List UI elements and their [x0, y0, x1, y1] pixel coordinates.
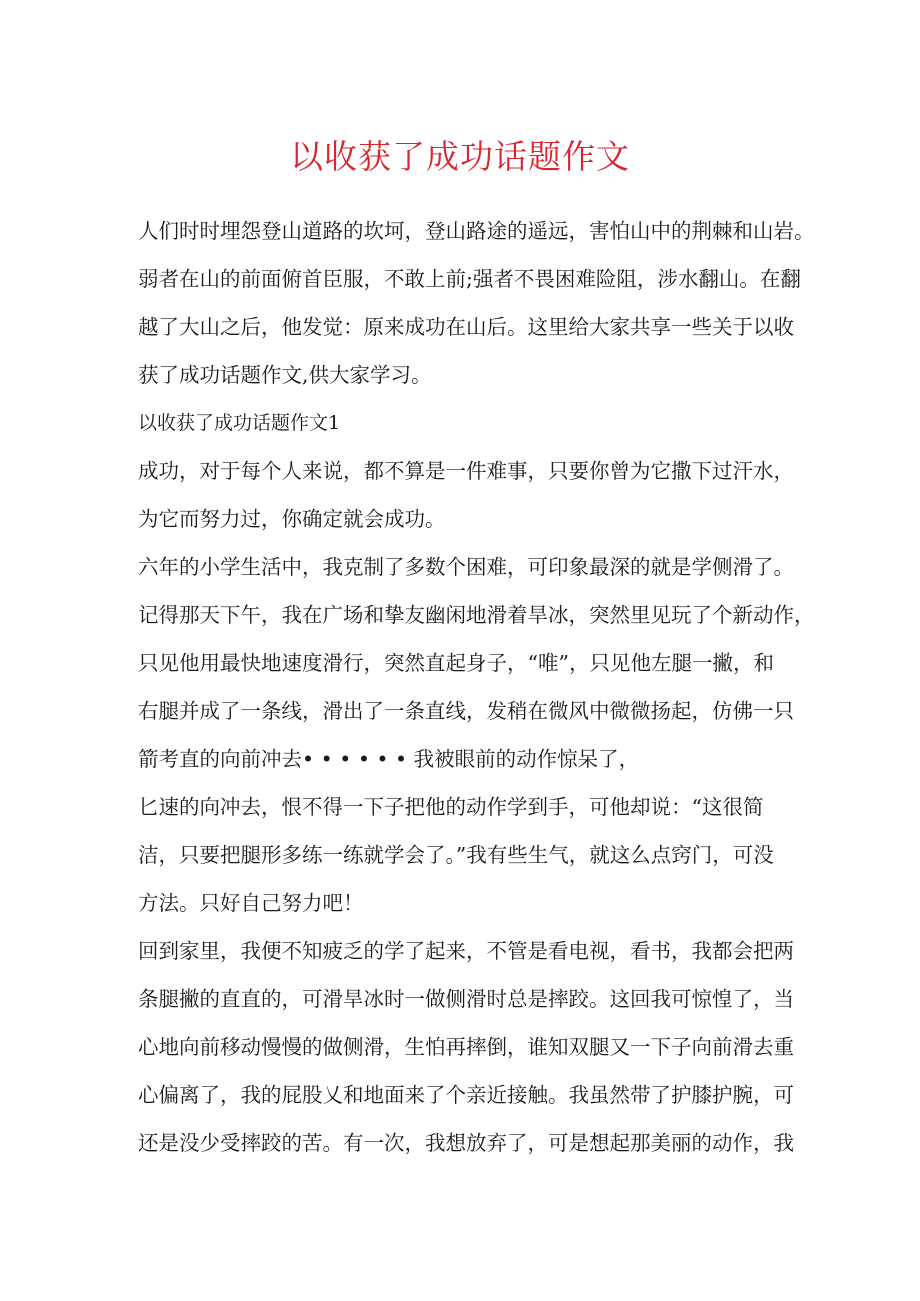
- text-line: 记得那天下午，我在广场和挚友幽闲地滑着旱冰，突然里见玩了个新动作，: [138, 603, 815, 627]
- essay-subheading: 以收获了成功话题作文1: [138, 412, 341, 434]
- text-line: 为它而努力过，你确定就会成功。: [138, 507, 446, 531]
- text-line: 条腿撇的直直的，可滑旱冰时一做侧滑时总是摔跤。这回我可惊惶了，当: [138, 987, 794, 1011]
- text-line: 洁，只要把腿形多练一练就学会了。”我有些生气，就这么点窍门，可没: [138, 843, 774, 867]
- text-line: 心偏离了，我的屁股乂和地面来了个亲近接触。我虽然带了护膝护腕，可: [138, 1083, 794, 1107]
- text-line: 弱者在山的前面俯首臣服，不敢上前;强者不畏困难险阻，涉水翻山。在翻: [138, 267, 801, 291]
- text-line: 获了成功话题作文,供大家学习。: [138, 363, 432, 387]
- text-line: 人们时时埋怨登山道路的坎坷，登山路途的遥远，害怕山中的荆棘和山岩。: [138, 219, 815, 243]
- text-line: 成功，对于每个人来说，都不算是一件难事，只要你曾为它撒下过汗水，: [138, 459, 794, 483]
- text-line: 还是没少受摔跤的苦。有一次，我想放弃了，可是想起那美丽的动作，我: [138, 1131, 794, 1155]
- text-line: 方法。只好自己努力吧！: [138, 891, 364, 915]
- text-line: 右腿并成了一条线，滑出了一条直线，发稍在微风中微微扬起，仿佛一只: [138, 699, 794, 723]
- text-line: 心地向前移动慢慢的做侧滑，生怕再摔倒，谁知双腿又一下子向前滑去重: [138, 1035, 794, 1059]
- text-line: 匕速的向冲去，恨不得一下子把他的动作学到手，可他却说：“这很简: [138, 795, 764, 819]
- text-line: 六年的小学生活中，我克制了多数个困难，可印象最深的就是学侧滑了。: [138, 555, 794, 579]
- text-line: 只见他用最快地速度滑行，突然直起身子，“唯”，只见他左腿一撇，和: [138, 651, 774, 675]
- text-line: 箭考直的向前冲去• • • • • • 我被眼前的动作惊呆了，: [138, 747, 640, 771]
- text-line: 回到家里，我便不知疲乏的学了起来，不管是看电视，看书，我都会把两: [138, 939, 794, 963]
- document-title: 以收获了成功话题作文: [290, 137, 630, 176]
- text-line: 越了大山之后，他发觉：原来成功在山后。这里给大家共享一些关于以收: [138, 315, 794, 339]
